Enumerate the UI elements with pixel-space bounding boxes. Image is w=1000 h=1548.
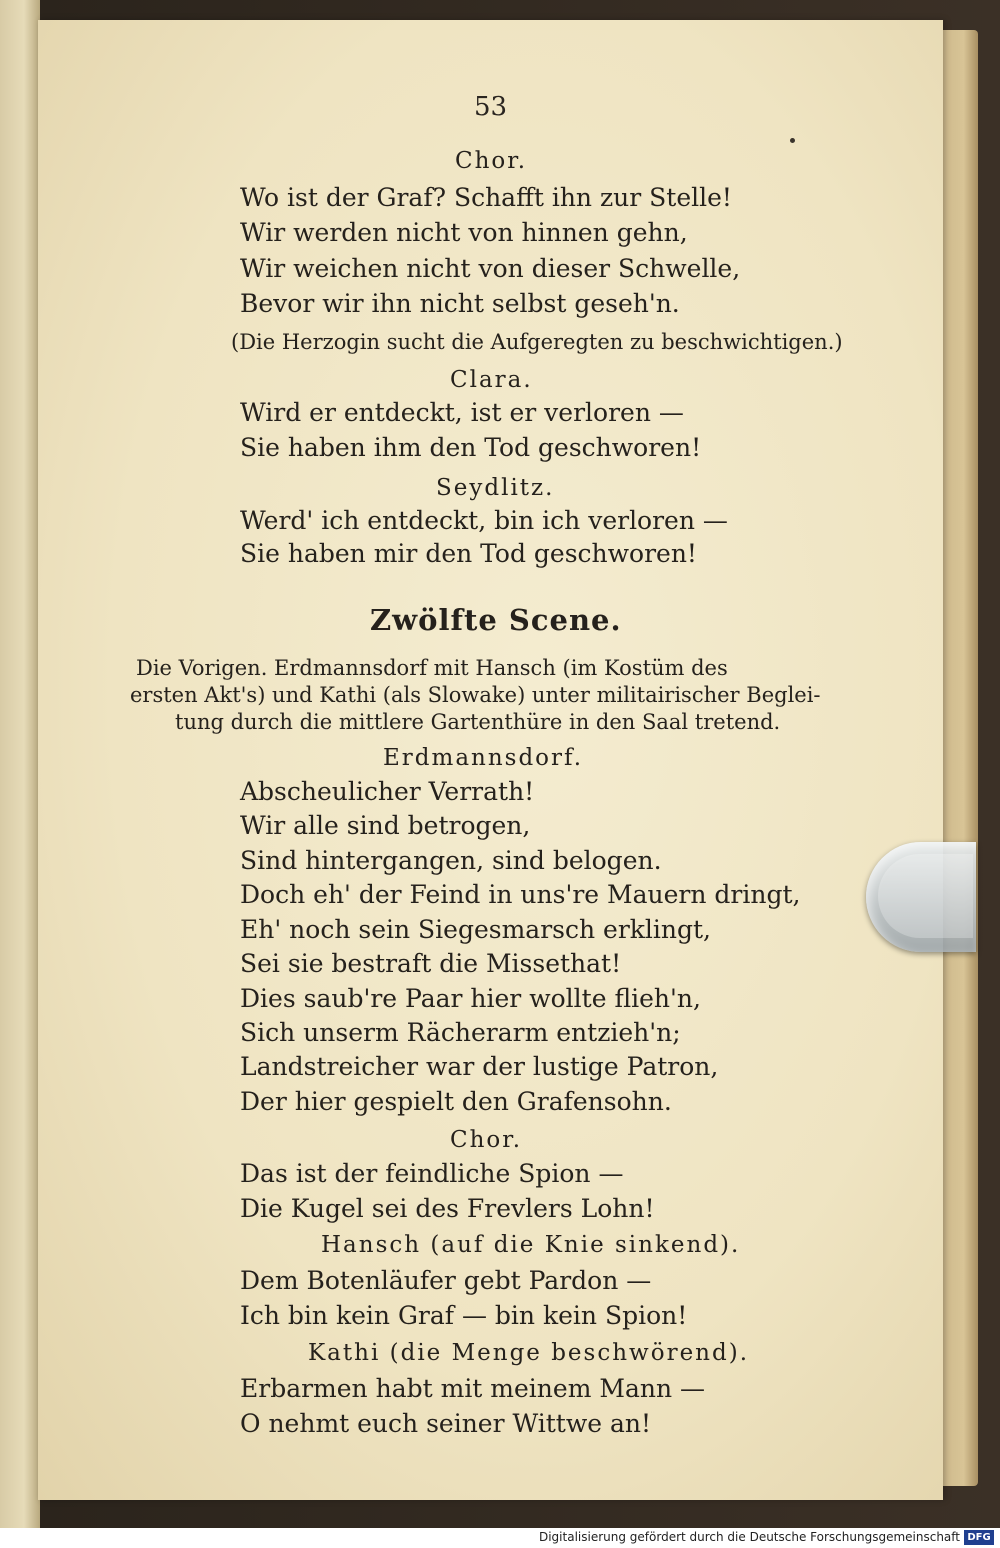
dfg-logo: DFG [964,1530,994,1545]
verse-line: O nehmt euch seiner Wittwe an! [240,1409,652,1438]
verse-line: Sind hintergangen, sind belogen. [240,846,662,875]
page-clip [866,842,976,952]
verse-line: Wo ist der Graf? Schafft ihn zur Stelle! [240,183,732,212]
verse-line: Landstreicher war der lustige Patron, [240,1052,719,1081]
verse-line: Abscheulicher Verrath! [240,777,535,806]
verse-line: Wir werden nicht von hinnen gehn, [240,218,688,247]
speaker-label: Kathi (die Menge beschwörend). [308,1340,750,1366]
footer-bar [0,1528,1000,1548]
verse-line: Wir alle sind betrogen, [240,811,531,840]
verse-line: Dies saub're Paar hier wollte flieh'n, [240,984,701,1013]
stage-direction: tung durch die mittlere Gartenthüre in den Saal tretend. [175,710,781,734]
verse-line: Dem Botenläufer gebt Pardon — [240,1266,652,1295]
stage-direction: ersten Akt's) und Kathi (als Slowake) unter militairischer Beglei- [130,683,821,707]
footer-credit: Digitalisierung gefördert durch die Deutsche Forschungsgemeinschaft [538,1530,960,1544]
verse-line: Die Kugel sei des Frevlers Lohn! [240,1194,655,1223]
facing-page-edge [0,0,40,1528]
speaker-label: Chor. [450,1127,523,1153]
verse-line: Das ist der feindliche Spion — [240,1159,624,1188]
speaker-label: Seydlitz. [436,475,555,501]
verse-line: Wird er entdeckt, ist er verloren — [240,398,684,427]
speaker-label: Erdmannsdorf. [383,745,584,771]
stage-direction: Die Vorigen. Erdmannsdorf mit Hansch (im Kostüm des [136,656,728,680]
verse-line: Eh' noch sein Siegesmarsch erklingt, [240,915,712,944]
verse-line: Sei sie bestraft die Missethat! [240,949,622,978]
stage-direction: (Die Herzogin sucht die Aufgeregten zu beschwichtigen.) [231,330,843,354]
verse-line: Erbarmen habt mit meinem Mann — [240,1374,706,1403]
scene-title: Zwölfte Scene. [370,603,622,637]
verse-line: Ich bin kein Graf — bin kein Spion! [240,1301,688,1330]
verse-line: Sich unserm Rächerarm entzieh'n; [240,1018,681,1047]
book-page [38,20,943,1500]
verse-line: Der hier gespielt den Grafensohn. [240,1087,672,1116]
verse-line: Doch eh' der Feind in uns're Mauern dringt, [240,880,801,909]
clip-highlight [878,854,973,938]
verse-line: Sie haben mir den Tod geschworen! [240,539,697,568]
speaker-label: Chor. [455,148,528,174]
verse-line: Sie haben ihm den Tod geschworen! [240,433,702,462]
verse-line: Bevor wir ihn nicht selbst geseh'n. [240,289,680,318]
verse-line: Wir weichen nicht von dieser Schwelle, [240,254,741,283]
ink-speck [790,138,795,143]
verse-line: Werd' ich entdeckt, bin ich verloren — [240,506,728,535]
speaker-label: Hansch (auf die Knie sinkend). [321,1232,741,1258]
page-number: 53 [473,92,508,122]
speaker-label: Clara. [450,367,533,393]
